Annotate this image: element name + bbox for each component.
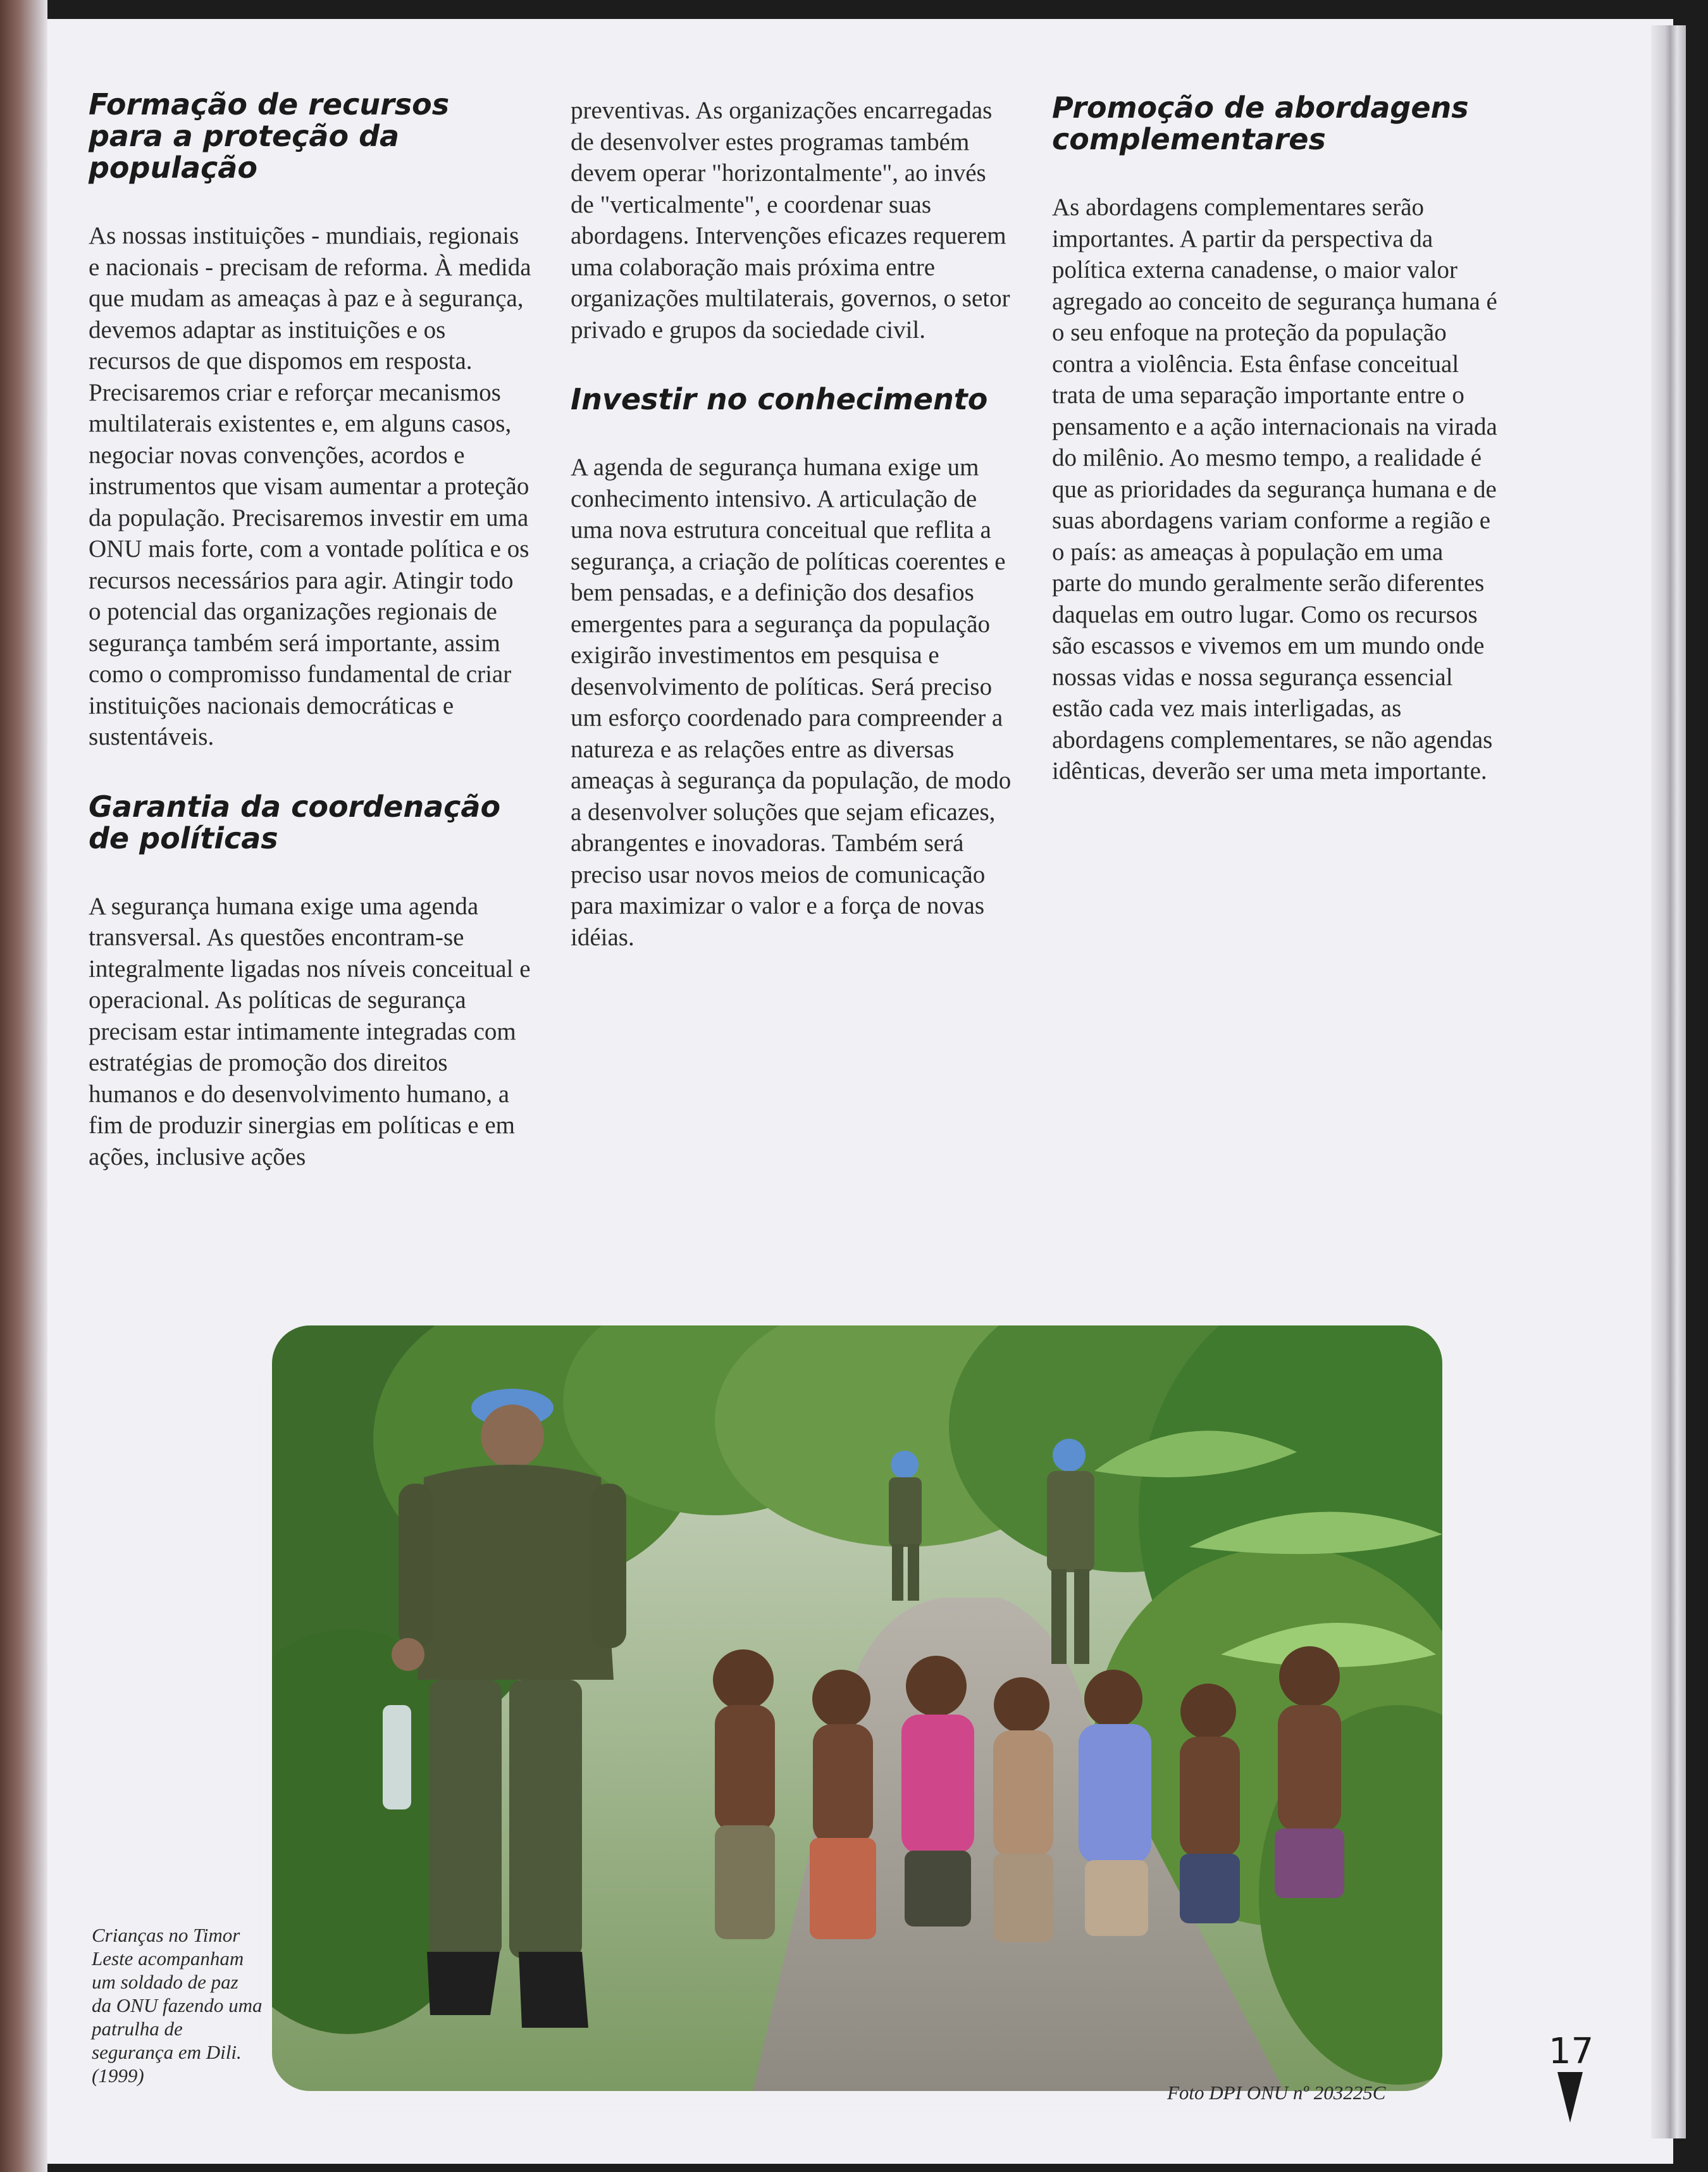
body-paragraph: As abordagens complementares serão importantes. A partir da perspectiva da política externa canadense, o maior valor agregado ao conceito de segurança humana é o seu enfoque na proteção da população contra a violência. Esta ênfase conceitual trata de uma separação importante entre o pensamento e a ação internacionais na virada do milênio. Ao mesmo tempo, a realidade é que as prioridades da segurança humana e de suas abordagens variam conforme a região e o país: as ameaças à população em uma parte do mundo geralmente serão diferentes daquelas em outro lugar. Como os recursos são escassos e vivemos em um mundo onde nossas vidas e nossa segurança essencial estão cada vez mais interligadas, as abordagens complementares, se não agendas idênticas, deverão ser uma meta importante. bbox=[1052, 194, 1497, 785]
body-paragraph: As nossas instituições - mundiais, regionais e nacionais - precisam de reforma. À medida que mudam as ameaças à paz e à segurança, devemos adaptar as instituições e os recursos de que dispomos em resposta. Precisaremos criar e reforçar mecanismos multilaterais existentes e, em alguns casos, negociar novas convenções, acordos e instrumentos que visam aumentar a proteção da população. Precisaremos investir em uma ONU mais forte, com a vontade política e os recursos necessários para agir. Atingir todo o potencial das organizações regionais de segurança também será importante, assim como o compromisso fundamental de criar instituições nacionais democráticas e sustentáveis. bbox=[89, 222, 531, 750]
binding-edge bbox=[0, 0, 47, 2172]
body-paragraph: A agenda de segurança humana exige um conhecimento intensivo. A articulação de uma nova estrutura conceitual que reflita a segurança, a criação de políticas coerentes e bem pensadas, e a definição dos desafios emergentes para a segurança da população exigirão investimentos em pesquisa e desenvolvimento de políticas. Será preciso um esforço coordenado para compreender a natureza e as relações entre as diversas ameaças à segurança da população, de modo a desenvolver soluções que sejam eficazes, abrangentes e inovadoras. Também será preciso usar novos meios de comunicação para maximizar o valor e a força de novas idéias. bbox=[571, 454, 1012, 951]
section-heading: Garantia da coordenação de políticas bbox=[89, 789, 501, 855]
arrow-down-icon bbox=[1557, 2072, 1583, 2123]
photo-credit: Foto DPI ONU nº 203225C bbox=[1167, 2082, 1386, 2104]
body-paragraph: preventivas. As organizações encarregadas de desenvolver estes programas também devem operar "horizontalmente", ao invés de "verticalmente", e coordenar suas abordagens. Intervenções eficazes requerem uma colaboração mais próxima entre organizações multilaterais, governos, o setor privado e grupos da sociedade civil. bbox=[571, 97, 1010, 344]
section-heading: Promoção de abordagens complementares bbox=[1052, 90, 1469, 156]
text-column-3 bbox=[1052, 92, 1498, 825]
photo-peacekeeper-children bbox=[272, 1325, 1442, 2091]
page-number: 17 bbox=[1549, 2031, 1594, 2072]
section-heading: Formação de recursos para a proteção da população bbox=[89, 87, 450, 185]
photo-illustration bbox=[272, 1325, 1442, 2091]
page-stack-edge bbox=[1651, 25, 1686, 2138]
body-paragraph: A segurança humana exige uma agenda transversal. As questões encontram-se integralmente ligadas nos níveis conceitual e operacional. As políticas de segurança precisam estar intimamente integradas com estratégias de promoção dos direitos humanos e do desenvolvimento humano, a fim de produzir sinergias em políticas e em ações, inclusive ações bbox=[89, 892, 531, 1170]
text-column-1 bbox=[89, 89, 531, 1210]
section-heading: Investir no conhecimento bbox=[571, 382, 988, 416]
text-column-2 bbox=[571, 95, 1013, 991]
photo-caption: Crianças no Timor Leste acompanham um soldado de paz da ONU fazendo uma patrulha de segurança em Dili. (1999) bbox=[92, 1924, 263, 2087]
